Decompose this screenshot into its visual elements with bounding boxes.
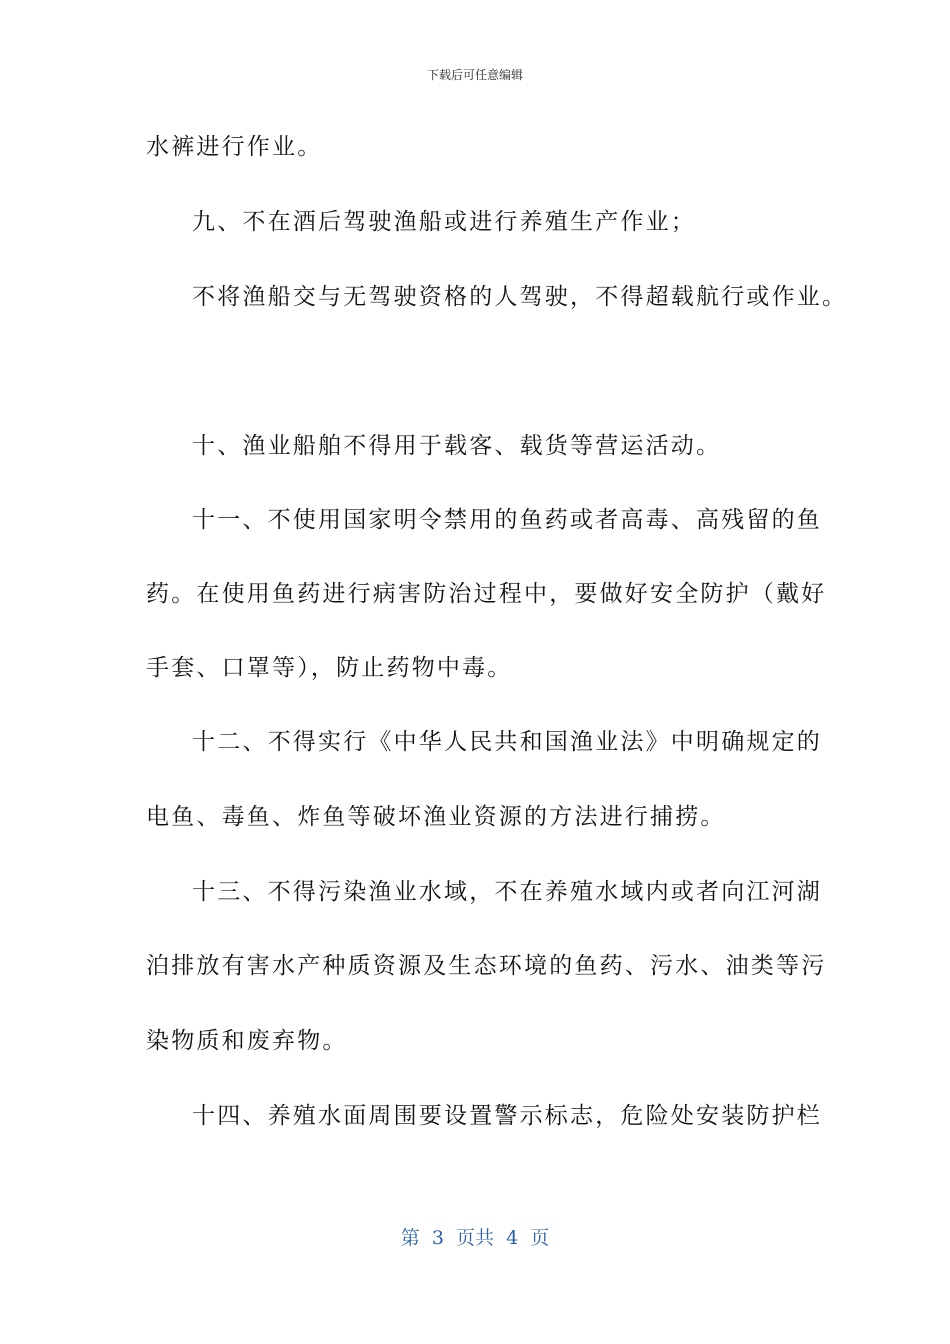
- body-line-8: 十二、不得实行《中华人民共和国渔业法》中明确规定的: [192, 729, 822, 755]
- page-header-note: 下载后可任意编辑: [426, 68, 523, 82]
- body-line-6: 药。在使用鱼药进行病害防治过程中，要做好安全防护（戴好: [146, 581, 827, 607]
- body-line-11: 泊排放有害水产种质资源及生态环境的鱼药、污水、油类等污: [146, 953, 827, 979]
- body-line-5: 十一、不使用国家明令禁用的鱼药或者高毒、高残留的鱼: [192, 507, 822, 533]
- body-line-12: 染物质和废弃物。: [146, 1028, 348, 1054]
- body-line-4: 十、渔业船舶不得用于载客、载货等营运活动。: [192, 433, 722, 459]
- page-number-footer: 第 3 页共 4 页: [400, 1227, 550, 1249]
- body-line-10: 十三、不得污染渔业水域，不在养殖水域内或者向江河湖: [192, 879, 822, 905]
- body-line-2: 九、不在酒后驾驶渔船或进行养殖生产作业；: [192, 209, 696, 235]
- body-line-3: 不将渔船交与无驾驶资格的人驾驶，不得超载航行或作业。: [192, 284, 848, 310]
- body-line-9: 电鱼、毒鱼、炸鱼等破坏渔业资源的方法进行捕捞。: [146, 804, 726, 830]
- body-line-13: 十四、养殖水面周围要设置警示标志，危险处安装防护栏: [192, 1103, 822, 1129]
- body-line-7: 手套、口罩等），防止药物中毒。: [146, 655, 513, 681]
- body-line-1: 水裤进行作业。: [146, 134, 323, 160]
